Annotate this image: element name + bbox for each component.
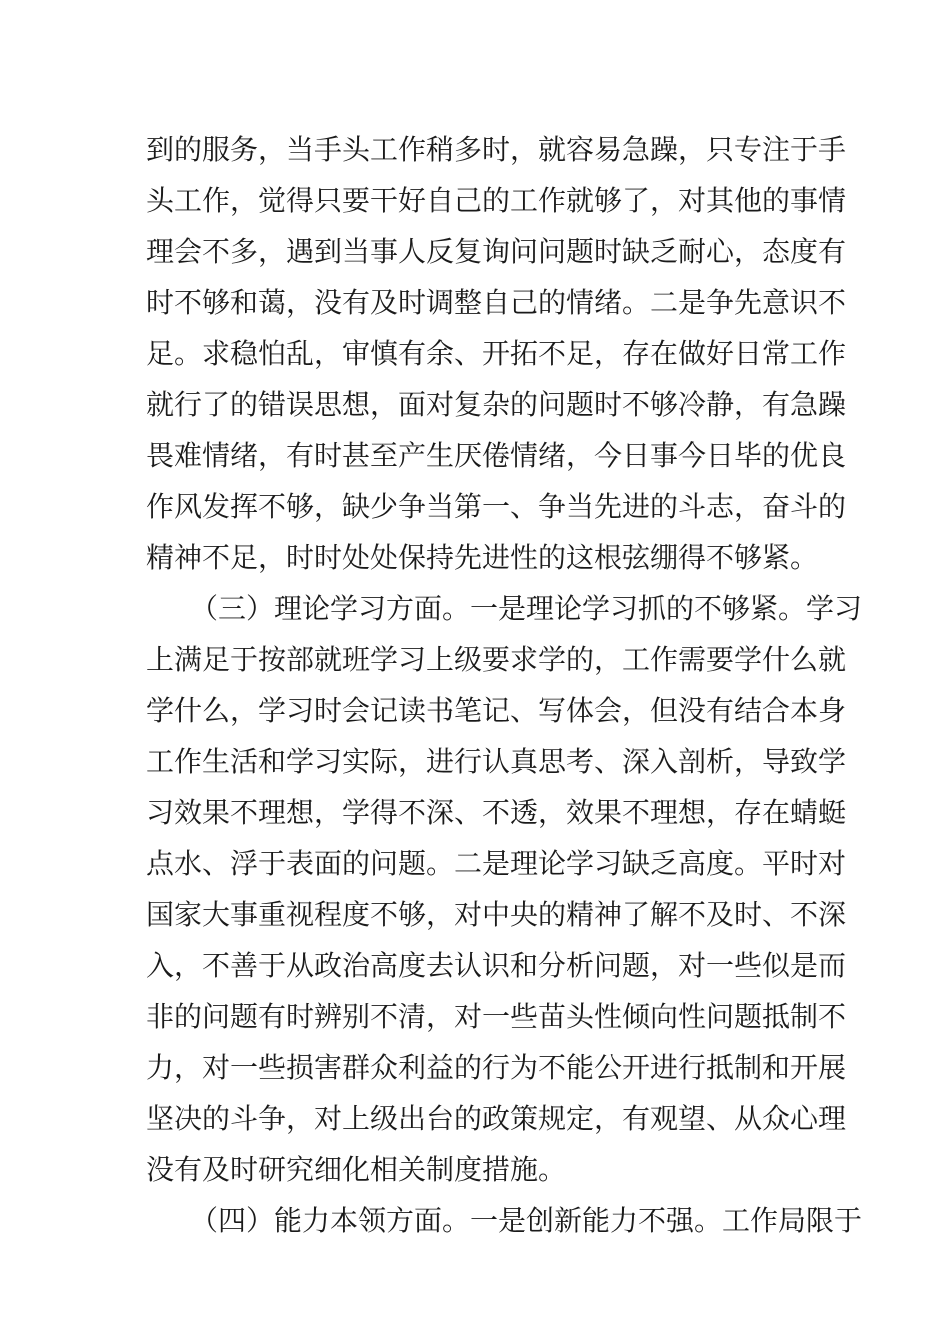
text-line: 习效果不理想，学得不深、不透，效果不理想，存在蜻蜓: [146, 796, 847, 829]
text-line: 足。求稳怕乱，审慎有余、开拓不足，存在做好日常工作: [146, 337, 847, 370]
text-line: 时不够和蔼，没有及时调整自己的情绪。二是争先意识不: [146, 286, 847, 319]
text-line: 入，不善于从政治高度去认识和分析问题，对一些似是而: [146, 949, 847, 982]
text-line: 上满足于按部就班学习上级要求学的，工作需要学什么就: [146, 643, 847, 676]
text-line: 到的服务，当手头工作稍多时，就容易急躁，只专注于手: [146, 133, 847, 166]
text-line: 精神不足，时时处处保持先进性的这根弦绷得不够紧。: [146, 541, 819, 574]
text-line: 作风发挥不够，缺少争当第一、争当先进的斗志，奋斗的: [146, 490, 847, 523]
text-line: 国家大事重视程度不够，对中央的精神了解不及时、不深: [146, 898, 847, 931]
text-line: 点水、浮于表面的问题。二是理论学习缺乏高度。平时对: [146, 847, 847, 880]
section-heading-line: （四）能力本领方面。一是创新能力不强。工作局限于: [190, 1204, 863, 1237]
text-line: 没有及时研究细化相关制度措施。: [146, 1153, 567, 1186]
text-line: 力，对一些损害群众利益的行为不能公开进行抵制和开展: [146, 1051, 847, 1084]
text-line: 非的问题有时辨别不清，对一些苗头性倾向性问题抵制不: [146, 1000, 847, 1033]
text-line: 畏难情绪，有时甚至产生厌倦情绪，今日事今日毕的优良: [146, 439, 847, 472]
text-line: 理会不多，遇到当事人反复询问问题时缺乏耐心，态度有: [146, 235, 847, 268]
text-line: 学什么，学习时会记读书笔记、写体会，但没有结合本身: [146, 694, 847, 727]
text-line: 坚决的斗争，对上级出台的政策规定，有观望、从众心理: [146, 1102, 847, 1135]
section-heading-line: （三）理论学习方面。一是理论学习抓的不够紧。学习: [190, 592, 863, 625]
text-line: 就行了的错误思想，面对复杂的问题时不够冷静，有急躁: [146, 388, 847, 421]
text-line: 工作生活和学习实际，进行认真思考、深入剖析，导致学: [146, 745, 847, 778]
text-line: 头工作，觉得只要干好自己的工作就够了，对其他的事情: [146, 184, 847, 217]
